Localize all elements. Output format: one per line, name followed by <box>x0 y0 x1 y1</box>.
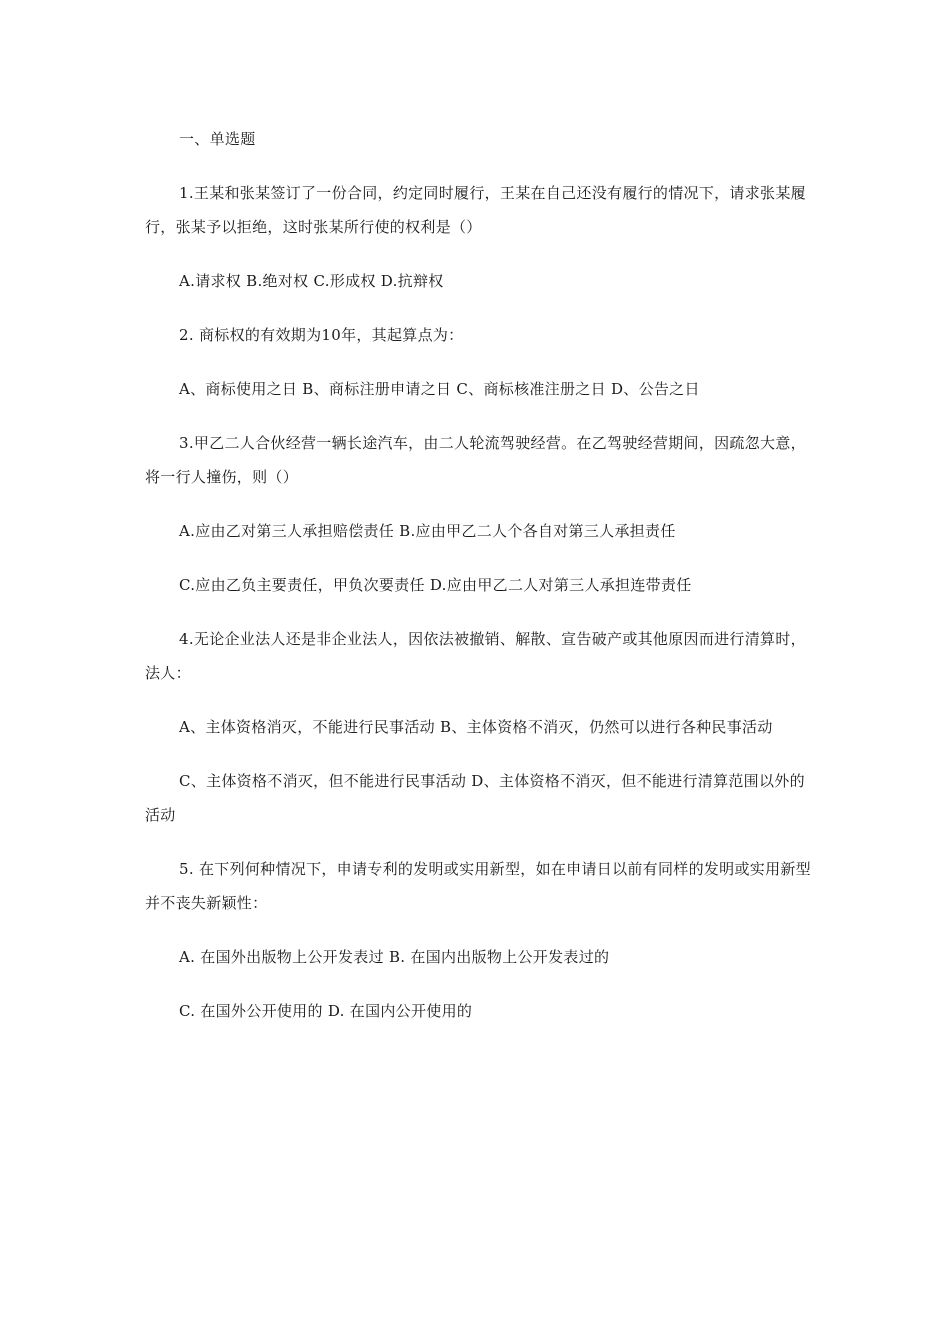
document-body <box>145 122 815 1048</box>
question-3-options-cd: C.应由乙负主要责任，甲负次要责任 D.应由甲乙二人对第三人承担连带责任 <box>179 576 692 594</box>
question-5: 5. 在下列何种情况下，申请专利的发明或实用新型，如在申请日以前有同样的发明或实用新型并不丧失新颖性： <box>145 860 811 912</box>
section-title: 一、单选题 <box>179 130 256 148</box>
question-2-options: A、商标使用之日 B、商标注册申请之日 C、商标核准注册之日 D、公告之日 <box>179 380 700 398</box>
question-1: 1.王某和张某签订了一份合同，约定同时履行，王某在自己还没有履行的情况下，请求张某履行，张某予以拒绝，这时张某所行使的权利是（） <box>145 184 806 236</box>
question-3: 3.甲乙二人合伙经营一辆长途汽车，由二人轮流驾驶经营。在乙驾驶经营期间，因疏忽大意，将一行人撞伤，则（） <box>145 434 806 486</box>
question-2: 2. 商标权的有效期为10年，其起算点为： <box>179 326 464 344</box>
question-3-options-ab: A.应由乙对第三人承担赔偿责任 B.应由甲乙二人个各自对第三人承担责任 <box>179 522 676 540</box>
question-1-options: A.请求权 B.绝对权 C.形成权 D.抗辩权 <box>179 272 444 290</box>
question-5-options-cd: C. 在国外公开使用的 D. 在国内公开使用的 <box>179 1002 473 1020</box>
question-4-options-cd: C、主体资格不消灭，但不能进行民事活动 D、主体资格不消灭，但不能进行清算范围以外的活动 <box>145 772 805 824</box>
question-4: 4.无论企业法人还是非企业法人，因依法被撤销、解散、宣告破产或其他原因而进行清算时，法人： <box>145 630 806 682</box>
question-4-options-ab: A、主体资格消灭，不能进行民事活动 B、主体资格不消灭，仍然可以进行各种民事活动 <box>179 718 773 736</box>
question-5-options-ab: A. 在国外出版物上公开发表过 B. 在国内出版物上公开发表过的 <box>179 948 610 966</box>
